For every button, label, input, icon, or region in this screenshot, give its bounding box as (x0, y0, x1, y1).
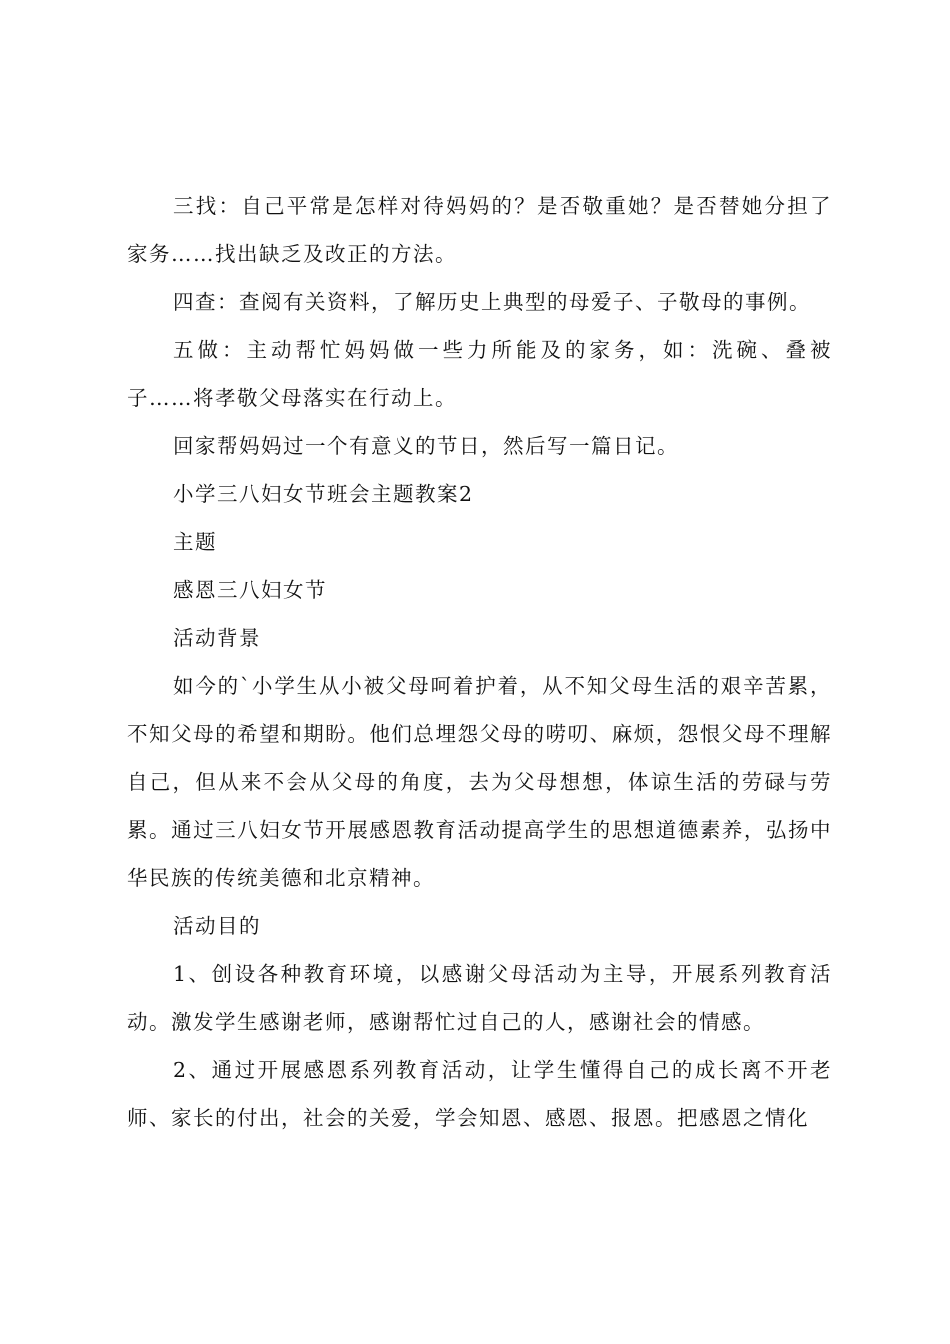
paragraph-homework: 回家帮妈妈过一个有意义的节日，然后写一篇日记。 (173, 434, 679, 458)
paragraph-san-zhao: 三找：自己平常是怎样对待妈妈的？是否敬重她？是否替她分担了家务……找出缺乏及改正的方法。 (127, 194, 832, 266)
heading-theme: 主题 (173, 530, 217, 554)
paragraph-si-cha: 四查：查阅有关资料，了解历史上典型的母爱子、子敬母的事例。 (173, 290, 811, 314)
heading-purpose: 活动目的 (173, 914, 261, 938)
background-text: 如今的`小学生从小被父母呵着护着，从不知父母生活的艰辛苦累，不知父母的希望和期盼。他们总埋怨父母的唠叨、麻烦，怨恨父母不理解自己，但从来不会从父母的角度，去为父母想想，体谅生活的劳碌与劳累。通过三八妇女节开展感恩教育活动提高学生的思想道德素养，弘扬中华民族的传统美德和北京精神。 (127, 674, 832, 890)
purpose-item-1: 1、创设各种教育环境，以感谢父母活动为主导，开展系列教育活动。激发学生感谢老师，感谢帮忙过自己的人，感谢社会的情感。 (127, 962, 832, 1034)
theme-text: 感恩三八妇女节 (173, 578, 327, 602)
section-title: 小学三八妇女节班会主题教案2 (173, 482, 474, 506)
heading-background: 活动背景 (173, 626, 261, 650)
purpose-item-2: 2、通过开展感恩系列教育活动，让学生懂得自己的成长离不开老师、家长的付出，社会的关爱，学会知恩、感恩、报恩。把感恩之情化 (127, 1058, 832, 1130)
document-body (127, 182, 832, 1142)
paragraph-wu-zuo: 五做：主动帮忙妈妈做一些力所能及的家务，如：洗碗、叠被子……将孝敬父母落实在行动上。 (127, 338, 832, 410)
